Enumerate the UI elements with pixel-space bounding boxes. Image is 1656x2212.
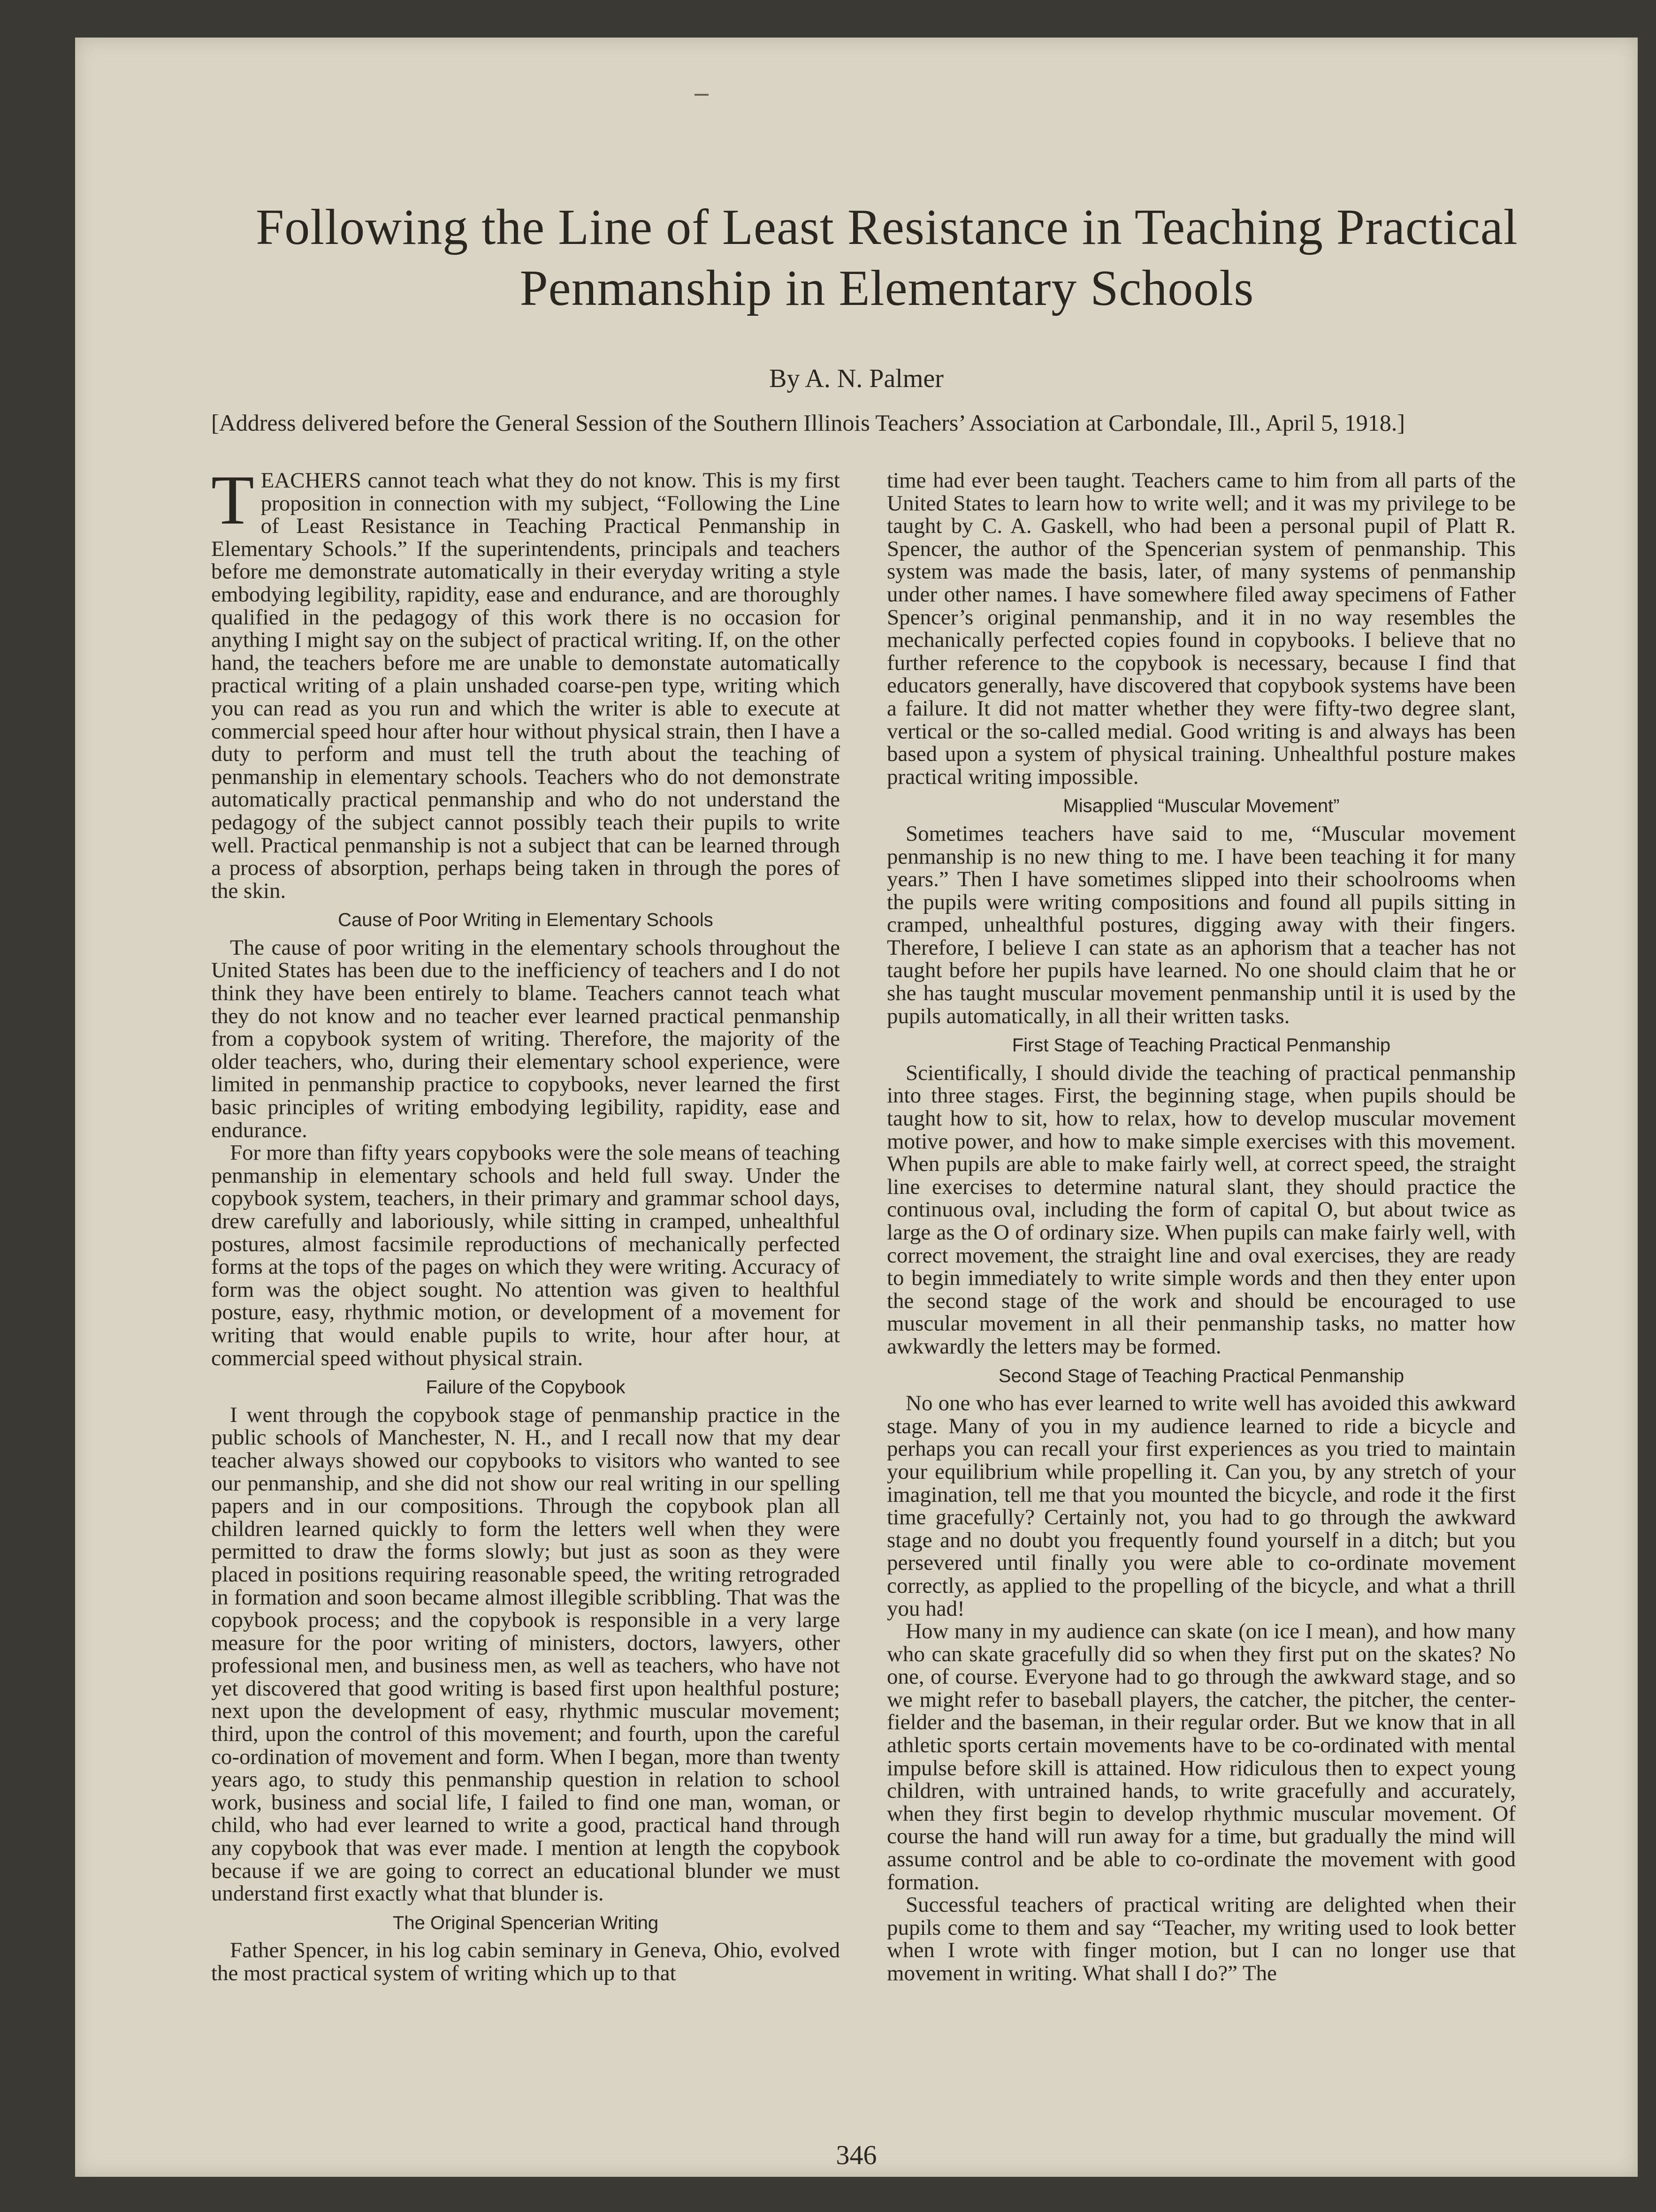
page-number: 346 (836, 2140, 877, 2170)
paragraph: How many in my audience can skate (on ice I mean), and how many who can skate gracefully did so when they first put on the skates? No one, of course. Everyone had to go through the awkward stage, and so we might refer to baseball players, the catcher, the pitcher, the center-fielder and the baseman, in their regular order. But we know that in all athletic sports certain movements have to be co-ordinated with mental impulse before skill is attained. How ridiculous then to expect young children, with untrained hands, to write gracefully and accurately, when they first begin to develop rhythmic muscular movement. Of course the hand will run away for a time, but gradually the mind will assume control and be able to co-ordinate the movement with good formation. (887, 1619, 1516, 1894)
header-dash (694, 94, 709, 96)
paragraph: The cause of poor writing in the elementary schools throughout the United States has been due to the inefficiency of teachers and I do not think they have been entirely to blame. Teachers cannot teach what they do not know and no teacher ever learned practical penmanship from a copybook system of writing. Therefore, the majority of the older teachers, who, during their elementary school experience, were limited in penmanship practice to copybooks, never learned the first basic principles of writing embodying legibility, rapidity, ease and endurance. (211, 935, 840, 1142)
section-heading: Failure of the Copybook (426, 1377, 626, 1398)
paragraph: No one who has ever learned to write well has avoided this awkward stage. Many of you in my audience learned to ride a bicycle and perhaps you can recall your first experiences as you tried to maintain your equilibrium while propelling it. Can you, by any stretch of your imagination, tell me that you mounted the bicycle, and rode it the first time gracefully? Certainly not, you had to go through the awkward stage and no doubt you frequently found yourself in a ditch; but you persevered until finally you were able to co-ordinate movement correctly, as applied to the propelling of the bicycle, and what a thrill you had! (887, 1391, 1516, 1621)
paragraph: Scientifically, I should divide the teaching of practical penmanship into three stages. First, the beginning stage, when pupils should be taught how to sit, how to relax, how to develop muscular movement motive power, and how to make simple exercises with this movement. When pupils are able to make fairly well, at correct speed, the straight line exercises to determine natural slant, they should practice the continuous oval, including the form of capital O, but about twice as large as the O of ordinary size. When pupils can make fairly well, with correct movement, the straight line and oval exercises, they are ready to begin immediately to write simple words and then they enter upon the second stage of the work and should be encouraged to use muscular movement in all their penmanship tasks, no matter how awkwardly the letters may be formed. (887, 1060, 1516, 1359)
drop-cap: T (211, 461, 254, 539)
address-note: [Address delivered before the General Session of the Southern Illinois Teachers’ Association at Carbondale, Ill., April 5, 1918.] (211, 410, 1405, 436)
byline: By A. N. Palmer (769, 364, 944, 393)
paragraph: For more than fifty years copybooks were the sole means of teaching penmanship in elementary schools and held full sway. Under the copybook system, teachers, in their primary and grammar school days, drew carefully and laboriously, while sitting in cramped, unhealthful postures, almost facsimile reproductions of mechanically perfected forms at the tops of the pages on which they were writing. Accuracy of form was the object sought. No attention was given to healthful posture, easy, rhythmic motion, or development of a movement for writing that would enable pupils to write, hour after hour, at commercial speed without physical strain. (211, 1140, 840, 1370)
section-heading: Second Stage of Teaching Practical Penmanship (998, 1365, 1404, 1386)
left-column (211, 461, 840, 1985)
magazine-page (75, 38, 1638, 2177)
paragraph: Sometimes teachers have said to me, “Muscular movement penmanship is no new thing to me. I have been teaching it for many years.” Then I have sometimes slipped into their schoolrooms when the pupils were writing compositions and found all pupils sitting in cramped, unhealthful postures, digging away with their fingers. Therefore, I believe I can state as an aphorism that a teacher has not taught before her pupils have learned. No one should claim that he or she has taught muscular movement penmanship until it is used by the pupils automatically, in all their written tasks. (887, 821, 1516, 1028)
paragraph: Father Spencer, in his log cabin seminary in Geneva, Ohio, evolved the most practical system of writing which up to that (211, 1938, 840, 1985)
paragraph: I went through the copybook stage of penmanship practice in the public schools of Manchester, N. H., and I recall now that my dear teacher always showed our copybooks to visitors who wanted to see our penmanship, and she did not show our real writing in our spelling papers and in our compositions. Through the copybook plan all children learned quickly to form the letters well when they were permitted to draw the forms slowly; but just as soon as they were placed in positions requiring reasonable speed, the writing retrograded in formation and soon became almost illegible scribbling. That was the copybook process; and the copybook is responsible in a very large measure for the poor writing of ministers, doctors, lawyers, other professional men, and business men, as well as teachers, who have not yet discovered that good writing is based first upon healthful posture; next upon the development of easy, rhythmic muscular movement; third, upon the control of this movement; and fourth, upon the careful co-ordination of movement and form. When I began, more than twenty years ago, to study this penmanship question in relation to school work, business and social life, I failed to find one man, woman, or child, who had ever learned to write a good, practical hand through any copybook that was ever made. I mention at length the copybook because if we are going to correct an educational blunder we must understand first exactly what that blunder is. (211, 1402, 840, 1906)
article-title: Following the Line of Least Resistance in Teaching Practical Penmanship in Elementary Schools (256, 199, 1518, 316)
section-heading: Misapplied “Muscular Movement” (1063, 796, 1340, 817)
paragraph: Successful teachers of practical writing are delighted when their pupils come to them and say “Teacher, my writing used to look better when I wrote with finger motion, but I can no longer use that movement in writing. What shall I do?” The (887, 1893, 1516, 1985)
paragraph: time had ever been taught. Teachers came to him from all parts of the United States to learn how to write well; and it was my privilege to be taught by C. A. Gaskell, who had been a personal pupil of Platt R. Spencer, the author of the Spencerian system of penmanship. This system was made the basis, later, of many systems of penmanship under other names. I have somewhere filed away specimens of Father Spencer’s original penmanship, and it in no way resembles the mechanically perfected copies found in copybooks. I believe that no further reference to the copybook is necessary, because I find that educators generally, have discovered that copybook systems have been a failure. It did not matter whether they were fifty-two degree slant, vertical or the so-called medial. Good writing is and always has been based upon a system of physical training. Unhealthful posture makes practical writing impossible. (887, 468, 1516, 789)
section-heading: First Stage of Teaching Practical Penmanship (1012, 1035, 1391, 1056)
section-heading: The Original Spencerian Writing (392, 1912, 659, 1933)
paragraph (211, 461, 840, 903)
paragraph-text: EACHERS cannot teach what they do not know. This is my first proposition in connection with my subject, “Following the Line of Least Resistance in Teaching Practical Penmanship in Elementary Schools.” If the superintendents, principals and teachers before me demonstrate automatically in their everyday writing a style embodying legibility, rapidity, ease and endurance, and are thoroughly qualified in the pedagogy of this work there is no occasion for anything I might say on the subject of practical writing. If, on the other hand, the teachers before me are unable to demonstate automatically practical writing of a plain unshaded coarse-pen type, writing which you can read as you run and which the writer is able to execute at commercial speed hour after hour without physical strain, then I have a duty to perform and must tell the truth about the teaching of penmanship in elementary schools. Teachers who do not demonstrate automatically practical penmanship and who do not understand the pedagogy of the subject cannot possibly teach their pupils to write well. Practical penmanship is not a subject that can be learned through a process of absorption, perhaps being taken in through the pores of the skin. (211, 468, 840, 903)
section-heading: Cause of Poor Writing in Elementary Schools (338, 910, 713, 931)
right-column (887, 469, 1516, 1985)
